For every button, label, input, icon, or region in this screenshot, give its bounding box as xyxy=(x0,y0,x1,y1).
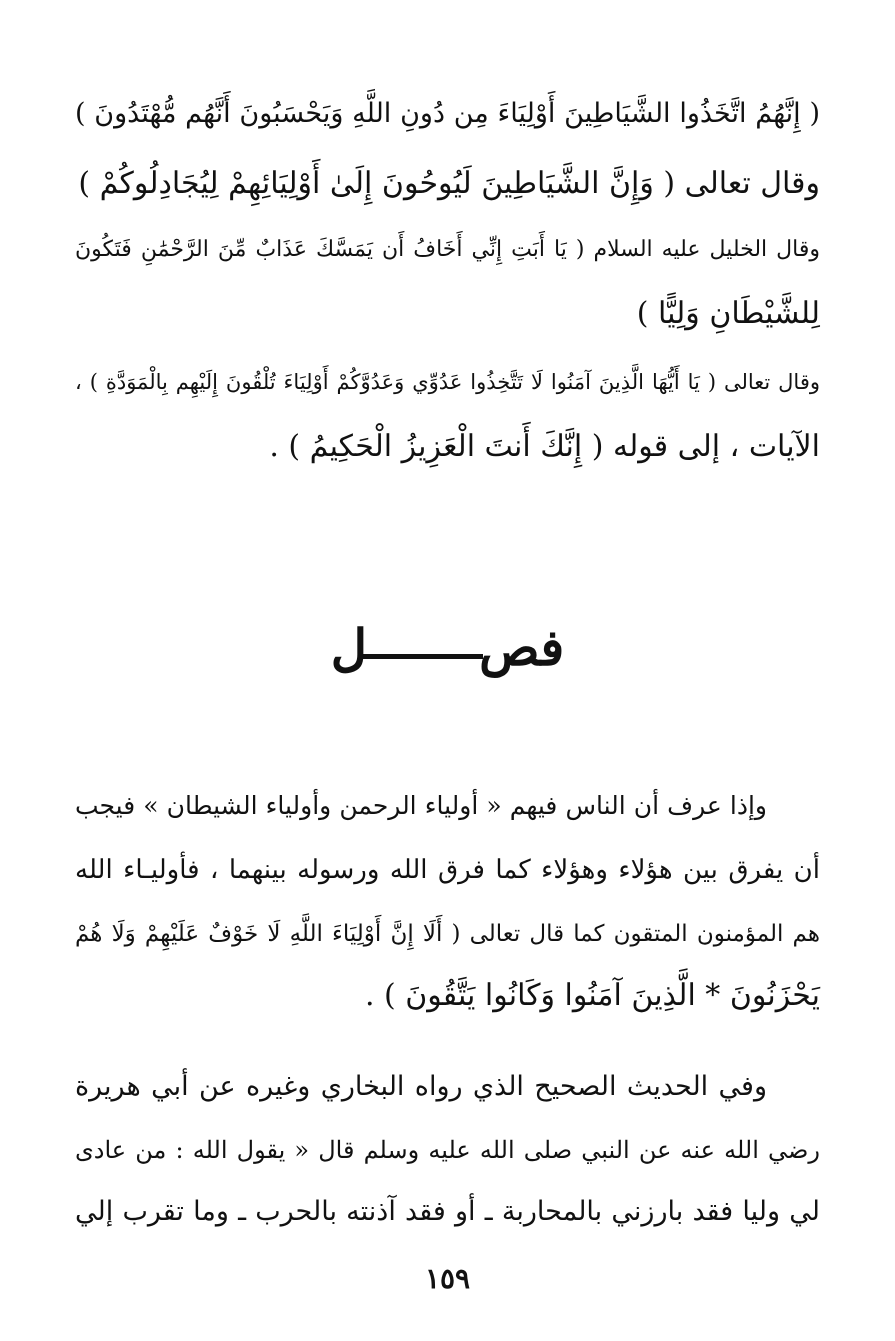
kashida-stroke xyxy=(363,654,483,659)
text-line: وقال تعالى ( يَا أَيُّهَا الَّذِينَ آمَنُوا لَا تَتَّخِذُوا عَدُوِّي وَعَدُوَّكُمْ أَوْلِيَاءَ تُلْقُونَ إِلَيْهِم بِالْمَوَدَّةِ ) ، xyxy=(75,370,820,394)
text-line: ( إِنَّهُمُ اتَّخَذُوا الشَّيَاطِينَ أَوْلِيَاءَ مِن دُونِ اللَّهِ وَيَحْسَبُونَ أَنَّهُم مُّهْتَدُونَ ) xyxy=(75,98,820,129)
section-heading xyxy=(0,618,895,677)
paragraph-line: لي وليا فقد بارزني بالمحاربة ـ أو فقد آذنته بالحرب ـ وما تقرب إلي xyxy=(75,1196,820,1227)
paragraph-line: رضي الله عنه عن النبي صلى الله عليه وسلم قال « يقول الله : من عادى xyxy=(75,1136,820,1164)
paragraph-line: أن يفرق بين هؤلاء وهؤلاء كما فرق الله ورسوله بينهما ، فأوليـاء الله xyxy=(75,855,820,885)
text-line: الآيات ، إلى قوله ( إِنَّكَ أَنتَ الْعَزِيزُ الْحَكِيمُ ) . xyxy=(269,429,820,464)
section-heading-start: فص xyxy=(479,618,565,677)
text-line: وقال الخليل عليه السلام ( يَا أَبَتِ إِنِّي أَخَافُ أَن يَمَسَّكَ عَذَابٌ مِّنَ الرَّحْمَٰنِ فَتَكُونَ xyxy=(75,237,820,262)
page-number: ١٥٩ xyxy=(424,1262,471,1295)
text-line: وقال تعالى ( وَإِنَّ الشَّيَاطِينَ لَيُوحُونَ إِلَىٰ أَوْلِيَائِهِمْ لِيُجَادِلُوكُمْ ) xyxy=(78,166,820,201)
paragraph-line: وإذا عرف أن الناس فيهم « أولياء الرحمن وأولياء الشيطان » فيجب xyxy=(75,791,767,820)
paragraph-line: وفي الحديث الصحيح الذي رواه البخاري وغيره عن أبي هريرة xyxy=(75,1071,767,1102)
section-heading-end: ل xyxy=(330,618,368,677)
paragraph-line: يَحْزَنُونَ * الَّذِينَ آمَنُوا وَكَانُوا يَتَّقُونَ ) . xyxy=(364,978,820,1013)
paragraph-line: هم المؤمنون المتقون كما قال تعالى ( أَلَا إِنَّ أَوْلِيَاءَ اللَّهِ لَا خَوْفٌ عَلَيْهِمْ وَلَا هُمْ xyxy=(75,921,820,947)
text-line: لِلشَّيْطَانِ وَلِيًّا ) xyxy=(636,296,820,331)
